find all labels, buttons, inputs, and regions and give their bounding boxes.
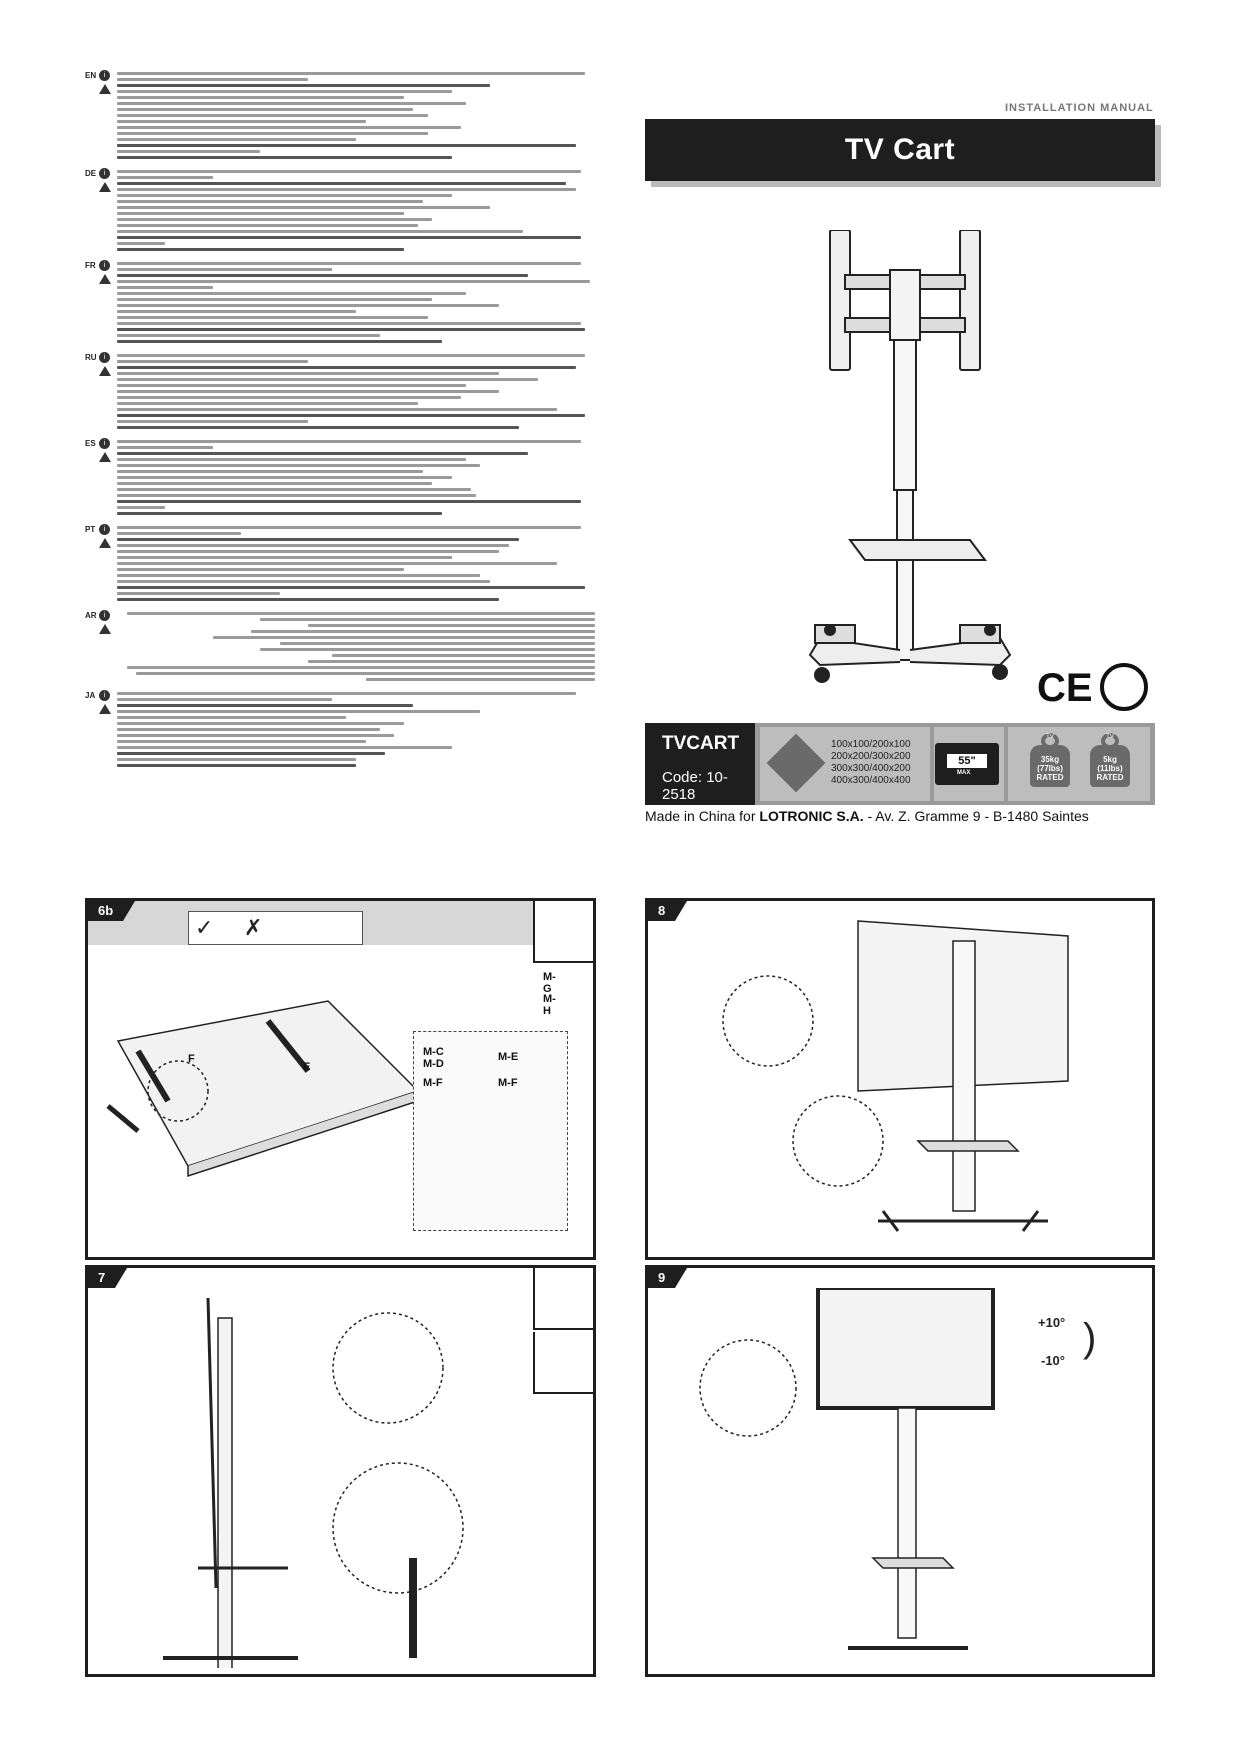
part-label-e: E	[303, 1061, 311, 1073]
lang-block-de	[85, 168, 595, 251]
company-name: LOTRONIC S.A.	[759, 808, 864, 824]
lang-code: RU	[85, 353, 97, 362]
step-8-panel	[645, 898, 1155, 1260]
warning-icon	[99, 452, 111, 462]
manual-label: INSTALLATION MANUAL	[1005, 102, 1154, 114]
lang-code: DE	[85, 169, 97, 178]
tilt-arrow-icon: )	[1083, 1316, 1097, 1360]
part-label-mf: M-F	[423, 1077, 443, 1089]
step-number: 6b	[88, 901, 123, 921]
weight-icon: TV	[1041, 733, 1059, 749]
title-bar	[645, 119, 1155, 181]
tv-weight-badge: TV 35kg (77lbs) RATED	[1028, 733, 1072, 793]
instruction-text	[117, 438, 595, 515]
ce-mark: CE	[1037, 666, 1093, 710]
product-info-bar	[645, 723, 1155, 805]
made-in-line: Made in China for LOTRONIC S.A. - Av. Z. Gramme 9 - B-1480 Saintes	[645, 808, 1089, 824]
tilt-adjust-drawing	[698, 1288, 998, 1668]
step-number: 8	[648, 901, 675, 921]
book-icon: i	[99, 610, 110, 621]
vesa-values: 100x100/200x100 200x200/300x200 300x300/400x200 400x300/400x400	[831, 739, 911, 786]
lang-block-ar	[85, 610, 595, 681]
book-icon: i	[99, 524, 110, 535]
part-label-md: M-D	[423, 1058, 444, 1070]
model-box	[645, 723, 755, 805]
bracket-mount-drawing	[98, 981, 428, 1231]
instruction-text	[117, 690, 595, 767]
tilt-down-label: -10°	[1041, 1353, 1065, 1368]
tv-cart-illustration	[800, 230, 1020, 695]
model-name: TVCART	[662, 733, 740, 754]
multilingual-instructions	[85, 70, 595, 776]
lang-block-pt	[85, 524, 595, 601]
lang-block-fr	[85, 260, 595, 343]
tv-mount-drawing	[158, 1288, 528, 1668]
lang-block-ja	[85, 690, 595, 767]
step-number: 7	[88, 1268, 115, 1288]
instruction-text	[117, 610, 595, 681]
book-icon: i	[99, 168, 110, 179]
model-code: Code: 10-2518	[662, 769, 728, 803]
correct-incorrect-icons: ✓ ✗	[188, 911, 363, 945]
lang-code: EN	[85, 71, 97, 80]
page-title: TV Cart	[844, 133, 956, 166]
step-7-panel	[85, 1265, 596, 1677]
screwdriver-icon	[533, 1332, 593, 1394]
book-icon: i	[99, 70, 110, 81]
part-label-f: F	[188, 1053, 195, 1065]
warning-icon	[99, 366, 111, 376]
warning-icon	[99, 182, 111, 192]
instruction-text	[117, 352, 595, 429]
lang-code: PT	[85, 525, 96, 534]
book-icon: i	[99, 690, 110, 701]
warning-icon	[99, 274, 111, 284]
lang-code: JA	[85, 691, 96, 700]
book-icon: i	[99, 438, 110, 449]
lang-code: ES	[85, 439, 96, 448]
part-label-me: M-E	[498, 1051, 519, 1063]
recycle-logo	[1100, 663, 1148, 711]
instruction-text	[117, 524, 595, 601]
part-label-mf-2: M-F	[498, 1077, 518, 1089]
max-screen-size: 55"	[947, 754, 987, 768]
part-label-mc: M-C	[423, 1046, 444, 1058]
two-person-icon	[533, 1268, 593, 1330]
lang-block-en	[85, 70, 595, 159]
lang-block-ru	[85, 352, 595, 429]
instruction-text	[117, 168, 595, 251]
warning-icon	[99, 704, 111, 714]
book-icon: i	[99, 260, 110, 271]
step-9-panel	[645, 1265, 1155, 1677]
warning-icon	[99, 624, 111, 634]
instruction-text	[117, 260, 595, 343]
warning-icon	[99, 84, 111, 94]
step-number: 9	[648, 1268, 675, 1288]
max-label: MAX	[957, 770, 971, 776]
shelf-weight-badge: TV 5kg (11lbs) RATED	[1088, 733, 1132, 793]
instruction-text	[117, 70, 595, 159]
weight-icon: TV	[1101, 733, 1119, 749]
book-icon: i	[99, 352, 110, 363]
lang-block-es	[85, 438, 595, 515]
screwdriver-icon	[533, 901, 593, 963]
step-6b-panel: 6b ✓ ✗ F E M-G M-H M-C M-D M-F M-E M-F	[85, 898, 596, 1260]
lang-code: FR	[85, 261, 96, 270]
tilt-up-label: +10°	[1038, 1315, 1066, 1330]
cable-management-drawing	[708, 911, 1148, 1251]
warning-icon	[99, 538, 111, 548]
lang-code: AR	[85, 611, 97, 620]
